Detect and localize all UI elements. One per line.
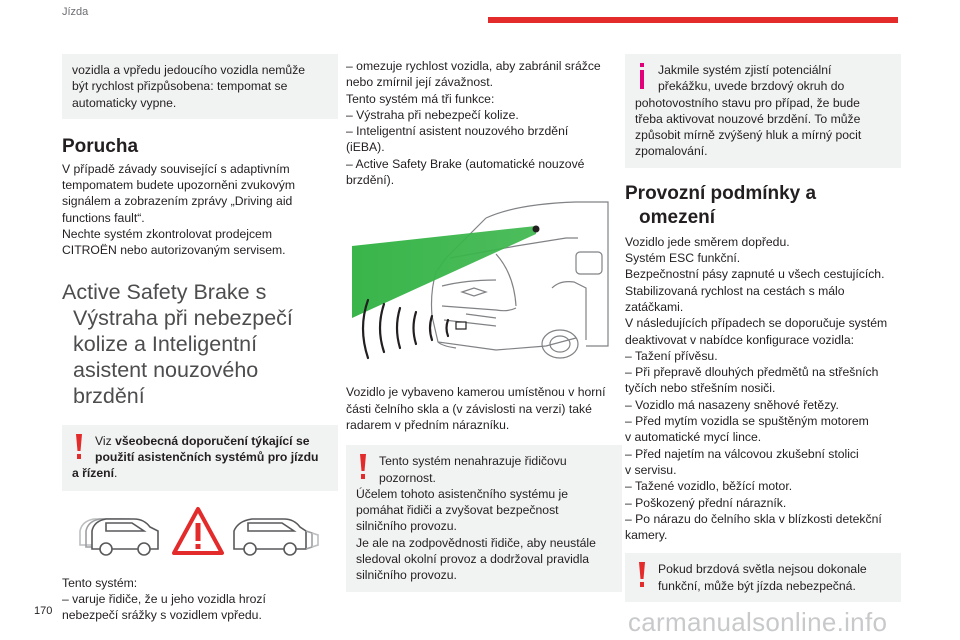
text-line: – Tažení přívěsu. xyxy=(625,348,718,363)
text-line: CITROËN nebo autorizovaným servisem. xyxy=(62,243,286,258)
note-line: Pokud brzdová světla nejsou dokonale xyxy=(658,562,867,577)
text-line: signálem a zobrazením zprávy „Driving aid xyxy=(62,194,293,209)
heading-fault: Porucha xyxy=(62,135,139,157)
page-number: 170 xyxy=(34,605,53,617)
text-line: Bezpečnostní pásy zapnuté u všech cestujících. xyxy=(625,267,885,282)
text-line: – Poškozený přední nárazník. xyxy=(625,495,787,510)
text-line: deaktivovat v nabídce konfigurace vozidla: xyxy=(625,332,854,347)
header-red-bar xyxy=(488,17,898,23)
column-1 xyxy=(62,50,338,623)
note-line: překážku, uvede brzdový okruh do xyxy=(658,79,845,94)
running-header: Jízda xyxy=(62,6,89,18)
heading-active-safety-brake xyxy=(62,279,338,409)
box-line: být rychlost přizpůsobena: tempomat se xyxy=(72,79,288,94)
warning-triangle-icon xyxy=(174,509,222,553)
note-line: Účelem tohoto asistenčního systému je xyxy=(356,486,569,501)
text-line: v automatické mycí lince. xyxy=(625,430,762,445)
note-prefix: Viz xyxy=(95,433,116,448)
watermark[interactable]: carmanualsonline.info xyxy=(628,607,888,637)
info-icon xyxy=(638,63,646,89)
text-line: zatáčkami. xyxy=(625,299,684,314)
note-line: silničního provozu. xyxy=(356,568,457,583)
heading-conditions xyxy=(625,182,901,230)
warning-note-box xyxy=(62,425,338,491)
text-line: – Tažené vozidlo, běžící motor. xyxy=(625,479,793,494)
text-line: kamery. xyxy=(625,528,668,543)
text-line: V případě závady související s adaptivním xyxy=(62,161,290,176)
text-line: radarem v předním nárazníku. xyxy=(346,417,510,432)
text-line: – Active Safety Brake (automatické nouzové xyxy=(346,156,585,171)
warning-note-box xyxy=(625,553,901,602)
box-line: automaticky vypne. xyxy=(72,95,177,110)
warning-note-box xyxy=(346,445,622,591)
note-line: Jakmile systém zjistí potenciální xyxy=(658,63,832,77)
fault-text xyxy=(62,161,338,259)
heading-line: Provozní podmínky a xyxy=(625,182,817,204)
text-line: části čelního skla a (v závislosti na verzi) také xyxy=(346,401,592,416)
note-line: třeba aktivovat nouzové brzdění. To může xyxy=(635,111,861,126)
conditions-text xyxy=(625,234,901,544)
text-line: functions fault“. xyxy=(62,210,145,225)
text-line: (iEBA). xyxy=(346,140,385,155)
text-line: Tento systém: xyxy=(62,575,138,590)
column-2 xyxy=(346,50,622,592)
van-camera-radar-illustration xyxy=(346,196,622,376)
info-note-box xyxy=(625,54,901,168)
exclamation-icon xyxy=(359,454,367,480)
text-line: brzdění). xyxy=(346,173,395,188)
text-line: v servisu. xyxy=(625,462,677,477)
text-line: nebezpečí srážky s vozidlem vpředu. xyxy=(62,608,262,623)
intro-text xyxy=(346,58,622,188)
text-line: – Vozidlo má nasazeny sněhové řetězy. xyxy=(625,397,839,412)
note-line: sledoval okolní provoz a dodržoval pravidla xyxy=(356,552,590,567)
text-line: – Výstraha při nebezpečí kolize. xyxy=(346,107,519,122)
box-line: vozidla a vpředu jedoucího vozidla nemůže xyxy=(72,63,306,77)
note-line: pozornost. xyxy=(379,470,436,485)
note-line: pohotovostního stavu pro případ, že bude xyxy=(635,95,860,110)
heading-line: asistent nouzového xyxy=(73,357,259,382)
text-line: tyčích nebo střešním nosiči. xyxy=(625,381,776,396)
heading-line: Active Safety Brake s xyxy=(62,279,267,304)
note-bold: všeobecná doporučení týkající se xyxy=(115,433,310,448)
heading-line: Výstraha při nebezpečí xyxy=(73,305,293,330)
text-line: – Při přepravě dlouhých předmětů na střešních xyxy=(625,365,879,380)
camera-text xyxy=(346,384,622,433)
text-line: – varuje řidiče, že u jeho vozidla hrozí xyxy=(62,591,266,606)
note-line: pomáhat řidiči a zvyšovat bezpečnost xyxy=(356,503,559,518)
heading-line: omezení xyxy=(639,206,716,228)
note-line: Je ale na zodpovědnosti řidiče, aby neustále xyxy=(356,535,596,550)
text-line: – Před mytím vozidla se spuštěným motorem xyxy=(625,414,869,429)
heading-line: brzdění xyxy=(73,383,145,408)
note-line: funkční, může být jízda nebezpečná. xyxy=(658,578,856,593)
note-line: zpomalování. xyxy=(635,144,708,159)
text-line: tempomatem budete upozorněni zvukovým xyxy=(62,178,296,193)
text-line: Vozidlo je vybaveno kamerou umístěnou v horní xyxy=(346,385,606,400)
text-line: Systém ESC funkční. xyxy=(625,251,741,266)
note-line: silničního provozu. xyxy=(356,519,457,534)
text-line: – omezuje rychlost vozidla, aby zabránil srážce xyxy=(346,59,601,73)
note-bold: použití asistenčních systémů pro jízdu xyxy=(95,449,319,464)
vehicle-right-icon xyxy=(234,519,318,555)
collision-warning-illustration xyxy=(62,505,338,561)
text-line: – Po nárazu do čelního skla v blízkosti detekční xyxy=(625,511,882,526)
exclamation-icon xyxy=(638,562,646,588)
exclamation-icon xyxy=(75,434,83,460)
system-text xyxy=(62,575,338,624)
text-line: – Před najetím na válcovou zkušební stolici xyxy=(625,446,859,461)
radar-sensor-icon xyxy=(456,322,466,329)
van-outline xyxy=(432,202,609,358)
column-3 xyxy=(625,50,901,602)
note-suffix: . xyxy=(114,466,118,481)
text-line: nebo zmírnil její závažnost. xyxy=(346,75,493,90)
note-line: Tento systém nenahrazuje řidičovu xyxy=(379,454,567,469)
text-line: Tento systém má tři funkce: xyxy=(346,91,495,106)
text-line: V následujících případech se doporučuje systém xyxy=(625,316,888,331)
text-line: Vozidlo jede směrem dopředu. xyxy=(625,234,790,249)
text-line: Stabilizovaná rychlost na cestách s málo xyxy=(625,283,845,298)
text-line: – Inteligentní asistent nouzového brzdění xyxy=(346,124,569,139)
vehicle-left-icon xyxy=(80,519,158,555)
text-line: Nechte systém zkontrolovat prodejcem xyxy=(62,227,272,242)
continued-note-box xyxy=(62,54,338,119)
camera-icon xyxy=(533,226,540,233)
note-bold: a řízení xyxy=(72,466,114,481)
heading-line: kolize a Inteligentní xyxy=(73,331,258,356)
note-line: způsobit mírně zvýšený hluk a mírný pocit xyxy=(635,128,862,143)
